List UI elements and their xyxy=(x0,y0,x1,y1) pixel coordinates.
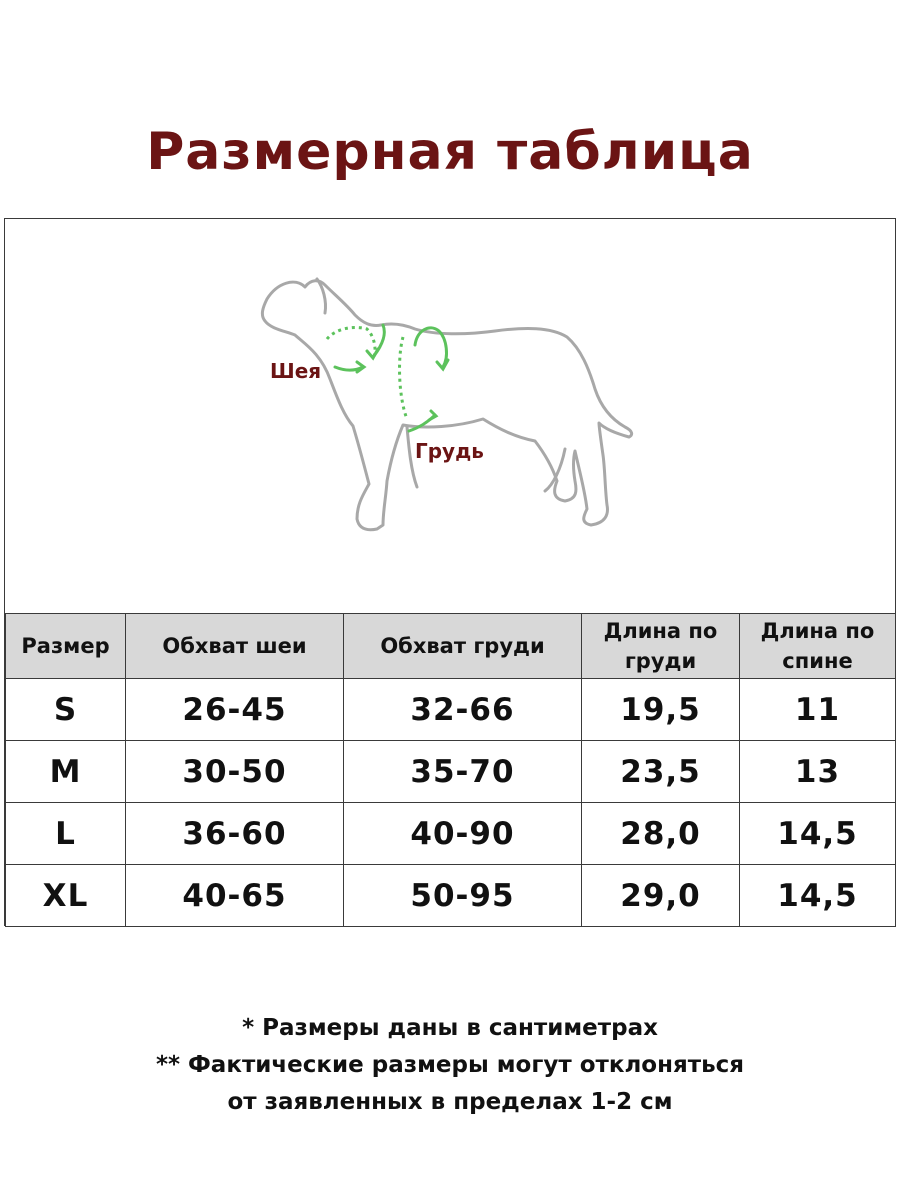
cell-size: M xyxy=(6,741,126,803)
header-neck-girth: Обхват шеи xyxy=(126,614,344,679)
cell-chest-girth: 40-90 xyxy=(344,803,582,865)
header-size: Размер xyxy=(6,614,126,679)
size-chart-frame xyxy=(4,218,896,926)
cell-back-length: 11 xyxy=(740,679,896,741)
table-header-row xyxy=(6,614,896,679)
footnote-units: * Размеры даны в сантиметрах xyxy=(242,1015,658,1041)
neck-label: Шея xyxy=(270,359,322,383)
cell-size: S xyxy=(6,679,126,741)
cell-neck-girth: 36-60 xyxy=(126,803,344,865)
cell-chest-length: 28,0 xyxy=(582,803,740,865)
dog-measurement-diagram xyxy=(5,219,895,613)
cell-neck-girth: 26-45 xyxy=(126,679,344,741)
cell-chest-girth: 50-95 xyxy=(344,865,582,927)
footnote-deviation-cont: от заявленных в пределах 1-2 см xyxy=(227,1089,673,1115)
footnotes xyxy=(0,1010,900,1121)
cell-size: XL xyxy=(6,865,126,927)
table-row xyxy=(6,803,896,865)
size-table xyxy=(5,613,896,927)
cell-neck-girth: 40-65 xyxy=(126,865,344,927)
measurement-arrows xyxy=(335,325,448,431)
cell-back-length: 13 xyxy=(740,741,896,803)
cell-chest-length: 29,0 xyxy=(582,865,740,927)
table-row xyxy=(6,741,896,803)
table-row xyxy=(6,679,896,741)
header-chest-length: Длина по груди xyxy=(582,614,740,679)
cell-chest-girth: 32-66 xyxy=(344,679,582,741)
header-chest-girth: Обхват груди xyxy=(344,614,582,679)
page-title: Размерная таблица xyxy=(146,122,754,182)
cell-chest-length: 19,5 xyxy=(582,679,740,741)
cell-neck-girth: 30-50 xyxy=(126,741,344,803)
chest-label: Грудь xyxy=(415,439,484,463)
cell-back-length: 14,5 xyxy=(740,865,896,927)
footnote-deviation: ** Фактические размеры могут отклоняться xyxy=(155,1052,745,1078)
cell-back-length: 14,5 xyxy=(740,803,896,865)
cell-size: L xyxy=(6,803,126,865)
cell-chest-girth: 35-70 xyxy=(344,741,582,803)
header-back-length: Длина по спине xyxy=(740,614,896,679)
cell-chest-length: 23,5 xyxy=(582,741,740,803)
dog-illustration xyxy=(5,219,895,613)
table-row xyxy=(6,865,896,927)
dog-outline xyxy=(262,279,631,530)
